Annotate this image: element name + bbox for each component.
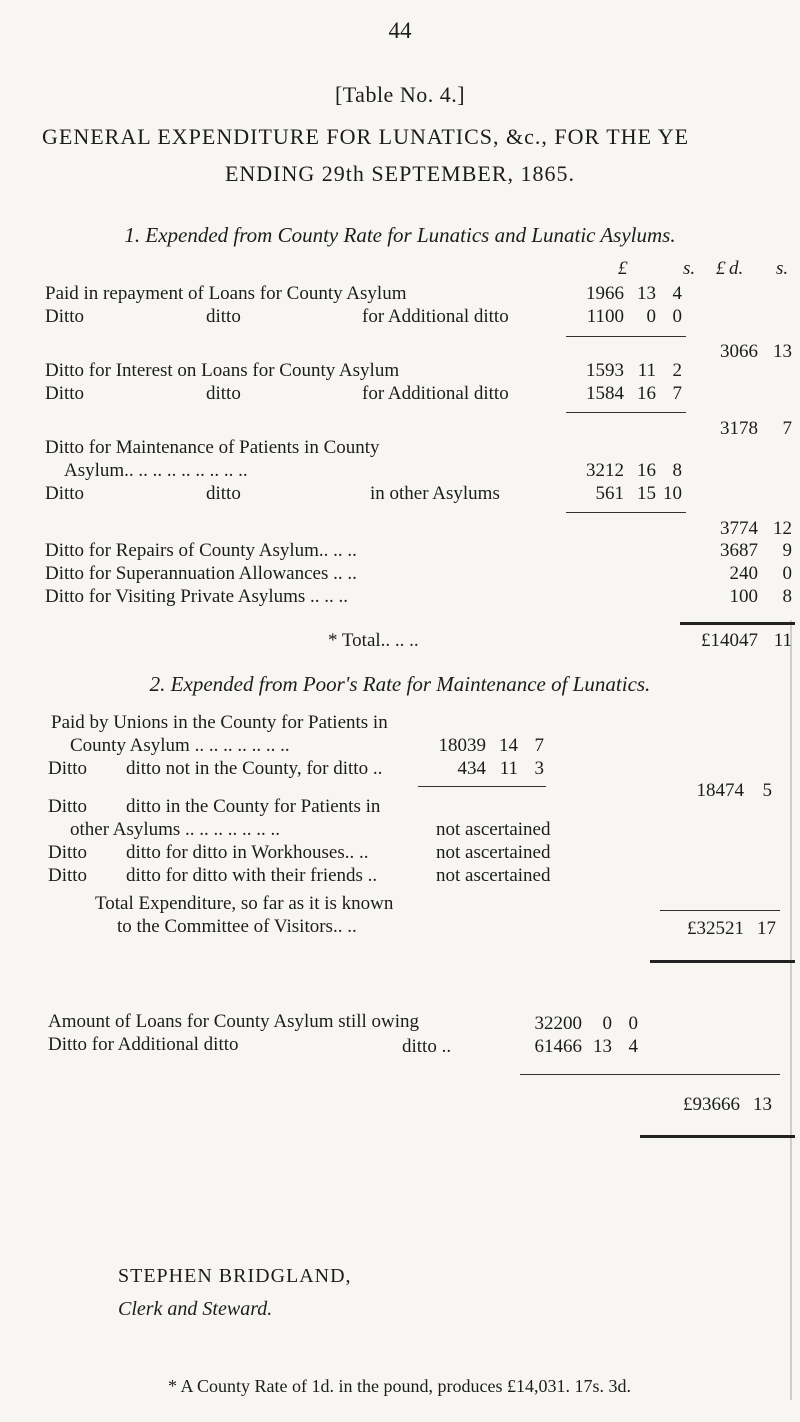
s1-row-6-label-b: ditto: [206, 483, 241, 504]
s1-row-1-shillings: 13: [637, 283, 656, 304]
rule-double: [640, 1135, 795, 1138]
loans-row-2-pence: 4: [628, 1036, 638, 1057]
s1-subtotal-1-shillings: 13: [773, 341, 792, 362]
s2-row-1-pounds: 18039: [438, 735, 486, 756]
loans-total-shillings: 13: [753, 1094, 772, 1115]
rule: [566, 412, 686, 413]
s2-row-2-pounds: 434: [457, 758, 486, 779]
s2-row-2-shillings: 11: [499, 758, 518, 779]
s2-na-3-label-a: Ditto: [48, 865, 88, 886]
rule: [660, 910, 780, 911]
signature-title: Clerk and Steward.: [118, 1298, 273, 1320]
s1-total-label: * Total.. .. ..: [328, 630, 419, 651]
rule-double: [650, 960, 795, 963]
header-total-shillings: s.: [776, 258, 789, 279]
s1-subtotal-2-shillings: 7: [782, 418, 792, 439]
s1-row-1-pence: 4: [672, 283, 682, 304]
footnote: * A County Rate of 1d. in the pound, produces £14,031. 17s. 3d.: [168, 1376, 631, 1396]
section-1-heading: 1. Expended from County Rate for Lunatics and Lunatic Asylums.: [124, 223, 676, 247]
header-pence: d.: [729, 258, 744, 279]
s2-na-1-label-cont: other Asylums .. .. .. .. .. .. ..: [70, 819, 281, 840]
s2-na-3-label-b: ditto for ditto with their friends ..: [126, 865, 378, 886]
s1-repairs-label: Ditto for Repairs of County Asylum.. .. ..: [45, 540, 357, 561]
s1-row-2-label-a: Ditto: [45, 306, 85, 327]
s1-subtotal-3-pounds: 3774: [720, 518, 758, 539]
rule: [418, 786, 546, 787]
s1-visiting-pounds: 100: [729, 586, 758, 607]
page-number: 44: [388, 18, 412, 43]
signature-name: STEPHEN BRIDGLAND,: [118, 1265, 352, 1287]
s1-superannuation-pounds: 240: [729, 563, 758, 584]
s2-total-shillings: 17: [757, 918, 776, 939]
rule-double: [680, 622, 795, 625]
s2-total-pounds: £32521: [687, 918, 744, 939]
s2-na-2-label-b: ditto for ditto in Workhouses.. ..: [126, 842, 369, 863]
loans-row-2-pounds: 61466: [534, 1036, 582, 1057]
header-shillings: s.: [683, 258, 696, 279]
s2-na-2-label-a: Ditto: [48, 842, 88, 863]
s2-subtotal-pounds: 18474: [696, 780, 744, 801]
s1-subtotal-2-pounds: 3178: [720, 418, 758, 439]
s1-row-2-pounds: 1100: [586, 306, 624, 327]
rule: [566, 336, 686, 337]
s2-row-1-shillings: 14: [499, 735, 518, 756]
s1-row-1-pounds: 1966: [586, 283, 624, 304]
s1-row-4-shillings: 16: [637, 383, 656, 404]
s2-na-1-label-a: Ditto: [48, 796, 88, 817]
section-2-heading: 2. Expended from Poor's Rate for Maintenance of Lunatics.: [149, 672, 651, 696]
s1-row-5-pounds: 3212: [586, 460, 624, 481]
s1-row-6-label-a: Ditto: [45, 483, 85, 504]
s1-row-6-shillings: 15: [637, 483, 656, 504]
s2-total-label-1: Total Expenditure, so far as it is known: [95, 893, 394, 914]
s2-na-1-label-b: ditto in the County for Patients in: [126, 796, 381, 817]
s2-row-2-label-a: Ditto: [48, 758, 88, 779]
s2-total-label-2: to the Committee of Visitors.. ..: [117, 916, 357, 937]
s1-superannuation-label: Ditto for Superannuation Allowances .. ..: [45, 563, 357, 584]
s1-superannuation-shillings: 0: [782, 563, 792, 584]
rule: [566, 512, 686, 513]
s1-total-pounds: £14047: [701, 630, 758, 651]
s2-row-1-pence: 7: [534, 735, 544, 756]
loans-total-pounds: £93666: [683, 1094, 740, 1115]
s1-row-4-label-a: Ditto: [45, 383, 85, 404]
table-label: [Table No. 4.]: [334, 82, 466, 107]
loans-row-2-shillings: 13: [593, 1036, 612, 1057]
s1-row-2-label-b: ditto: [206, 306, 241, 327]
s1-row-3-shillings: 11: [637, 360, 656, 381]
s1-visiting-label: Ditto for Visiting Private Asylums .. .. ..: [45, 586, 349, 607]
s1-row-4-pence: 7: [672, 383, 682, 404]
s1-row-4-label-c: for Additional ditto: [362, 383, 509, 404]
s1-repairs-pounds: 3687: [720, 540, 758, 561]
s1-row-3-label: Ditto for Interest on Loans for County Asylum: [45, 360, 400, 381]
s2-row-2-label-b: ditto not in the County, for ditto ..: [126, 758, 383, 779]
s1-row-4-label-b: ditto: [206, 383, 241, 404]
s2-row-1-label: Paid by Unions in the County for Patients in: [51, 712, 388, 733]
s1-visiting-shillings: 8: [782, 586, 792, 607]
s1-row-2-pence: 0: [672, 306, 682, 327]
loans-row-2-label-b: ditto ..: [402, 1036, 452, 1057]
s1-repairs-shillings: 9: [782, 540, 792, 561]
s2-subtotal-shillings: 5: [762, 780, 772, 801]
loans-row-1-pence: 0: [628, 1013, 638, 1034]
s1-row-5-shillings: 16: [637, 460, 656, 481]
s1-subtotal-3-shillings: 12: [773, 518, 792, 539]
s1-row-2-label-c: for Additional ditto: [362, 306, 509, 327]
s2-row-1-label-cont: County Asylum .. .. .. .. .. .. ..: [70, 735, 290, 756]
s2-row-2-pence: 3: [534, 758, 544, 779]
s1-row-1-label: Paid in repayment of Loans for County Asylum: [45, 283, 407, 304]
title-line-1: GENERAL EXPENDITURE FOR LUNATICS, &c., FOR THE YE: [42, 124, 690, 149]
s2-na-1-value: not ascertained: [436, 819, 551, 840]
s1-row-5-pence: 8: [672, 460, 682, 481]
loans-row-1-shillings: 0: [602, 1013, 612, 1034]
loans-row-1-label: Amount of Loans for County Asylum still owing: [48, 1011, 420, 1032]
loans-row-2-label-a: Ditto for Additional ditto: [48, 1034, 239, 1055]
s2-na-2-value: not ascertained: [436, 842, 551, 863]
s1-row-6-pounds: 561: [595, 483, 624, 504]
s1-row-6-label-c: in other Asylums: [370, 483, 500, 504]
s1-subtotal-1-pounds: 3066: [720, 341, 758, 362]
s1-row-5-label: Ditto for Maintenance of Patients in County: [45, 437, 380, 458]
s1-row-5-label-cont: Asylum.. .. .. .. .. .. .. .. ..: [64, 460, 248, 481]
s1-row-3-pounds: 1593: [586, 360, 624, 381]
loans-row-1-pounds: 32200: [534, 1013, 582, 1034]
title-line-2: ENDING 29th SEPTEMBER, 1865.: [224, 161, 576, 186]
s1-row-3-pence: 2: [672, 360, 682, 381]
header-pounds: £: [618, 258, 628, 279]
page-right-edge: [790, 620, 792, 1400]
s1-row-6-pence: 10: [663, 483, 682, 504]
s1-row-2-shillings: 0: [646, 306, 656, 327]
s1-total-shillings: 11: [773, 630, 792, 651]
rule: [520, 1074, 780, 1075]
s2-na-3-value: not ascertained: [436, 865, 551, 886]
header-total-pounds: £: [716, 258, 726, 279]
s1-row-4-pounds: 1584: [586, 383, 624, 404]
